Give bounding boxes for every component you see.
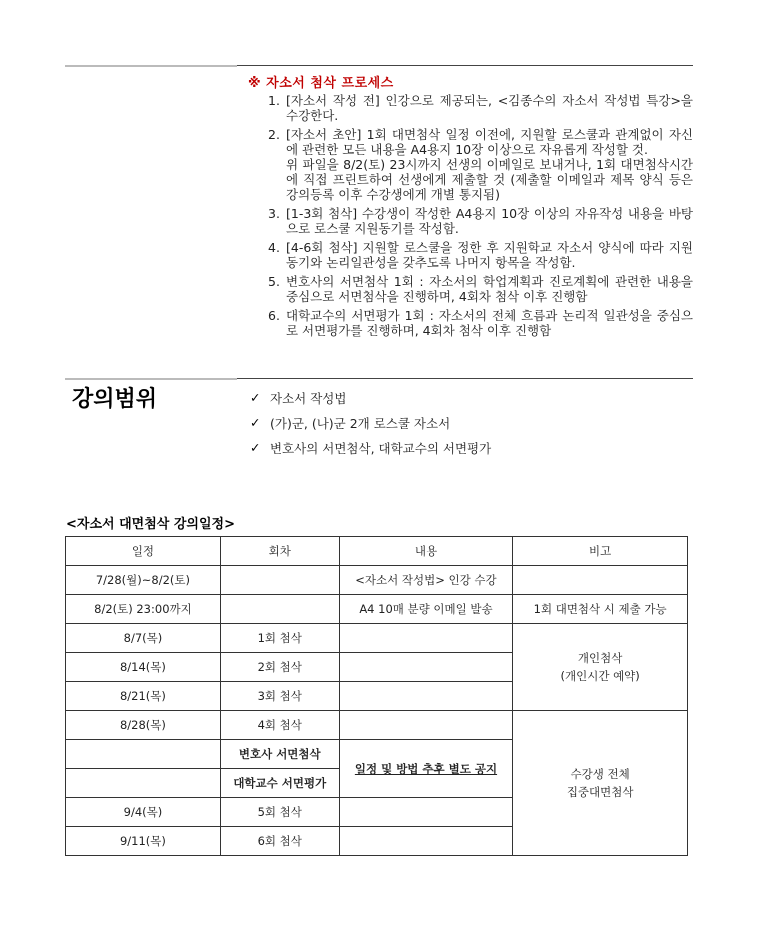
left-rule-top	[65, 65, 237, 67]
scope-list	[250, 385, 491, 460]
table-header-row	[66, 537, 688, 566]
table-row: 9/4(목) 5회 첨삭	[66, 798, 688, 827]
table-row: 8/7(목) 1회 첨삭 개인첨삭 (개인시간 예약)	[66, 624, 688, 653]
right-rule-mid	[237, 378, 693, 379]
note-individual: 개인첨삭 (개인시간 예약)	[513, 624, 688, 711]
schedule-table	[65, 536, 688, 856]
list-item: 2. [자소서 초안] 1회 대면첨삭 일정 이전에, 지원할 로스쿨과 관계없이 자신에 관련한 모든 내용을 A4용지 10장 이상으로 자유롭게 작성할 것. 위 파일을 8/2(토) 23시까지 선생의 이메일로 보내거나, 1회 대면첨삭시간에 직접 프린트하여 선생에게 제출할 것 (제출할 이메일과 제목 양식 등은 강의등록 이후 수강생에게 개별 통지됨)	[268, 127, 693, 202]
table-row: 8/21(목) 3회 첨삭	[66, 682, 688, 711]
column-header: 일정	[66, 537, 221, 566]
table-row: 8/28(목) 4회 첨삭 수강생 전체 집중대면첨삭	[66, 711, 688, 740]
column-header: 내용	[339, 537, 513, 566]
checkmark-icon: ✓	[250, 440, 261, 455]
list-item: 4. [4-6회 첨삭] 지원할 로스쿨을 정한 후 지원학교 자소서 양식에 따라 지원동기와 논리일관성을 갖추도록 나머지 항목을 작성함.	[268, 240, 693, 270]
list-item: 5. 변호사의 서면첨삭 1회 : 자소서의 학업계획과 진로계획에 관련한 내용을 중심으로 서면첨삭을 진행하며, 4회차 첨삭 이후 진행함	[268, 274, 693, 304]
list-item: ✓ (가)군, (나)군 2개 로스쿨 자소서	[250, 415, 451, 431]
process-title: ※ 자소서 첨삭 프로세스	[248, 76, 394, 91]
list-item: 3. [1-3회 첨삭] 수강생이 작성한 A4용지 10장 이상의 자유작성 내용을 바탕으로 로스쿨 지원동기를 작성함.	[268, 206, 693, 236]
table-row: 7/28(월)~8/2(토) <자소서 작성법> 인강 수강	[66, 566, 688, 595]
process-steps	[243, 93, 693, 342]
column-header: 회차	[220, 537, 339, 566]
list-item: 1. [자소서 작성 전] 인강으로 제공되는, <김종수의 자소서 작성법 특강>을 수강한다.	[268, 93, 693, 123]
table-row: 변호사 서면첨삭 일정 및 방법 추후 별도 공지	[66, 740, 688, 769]
list-item: ✓ 변호사의 서면첨삭, 대학교수의 서면평가	[250, 440, 492, 456]
column-header: 비고	[513, 537, 688, 566]
left-rule-mid	[65, 378, 237, 380]
note-group: 수강생 전체 집중대면첨삭	[513, 711, 688, 856]
table-row: 8/2(토) 23:00까지 A4 10매 분량 이메일 발송 1회 대면첨삭 시 제출 가능	[66, 595, 688, 624]
table-row: 9/11(목) 6회 첨삭	[66, 827, 688, 856]
checkmark-icon: ✓	[250, 390, 261, 405]
content-tbd: 일정 및 방법 추후 별도 공지	[339, 740, 513, 798]
list-item: ✓ 자소서 작성법	[250, 390, 347, 406]
table-row: 8/14(목) 2회 첨삭	[66, 653, 688, 682]
right-rule-top	[237, 65, 693, 66]
list-item: 6. 대학교수의 서면평가 1회 : 자소서의 전체 흐름과 논리적 일관성을 중심으로 서면평가를 진행하며, 4회차 첨삭 이후 진행함	[268, 308, 693, 338]
table-row: 대학교수 서면평가	[66, 769, 688, 798]
section-heading: 강의범위	[72, 387, 158, 412]
schedule-title: <자소서 대면첨삭 강의일정>	[66, 517, 235, 532]
checkmark-icon: ✓	[250, 415, 261, 430]
